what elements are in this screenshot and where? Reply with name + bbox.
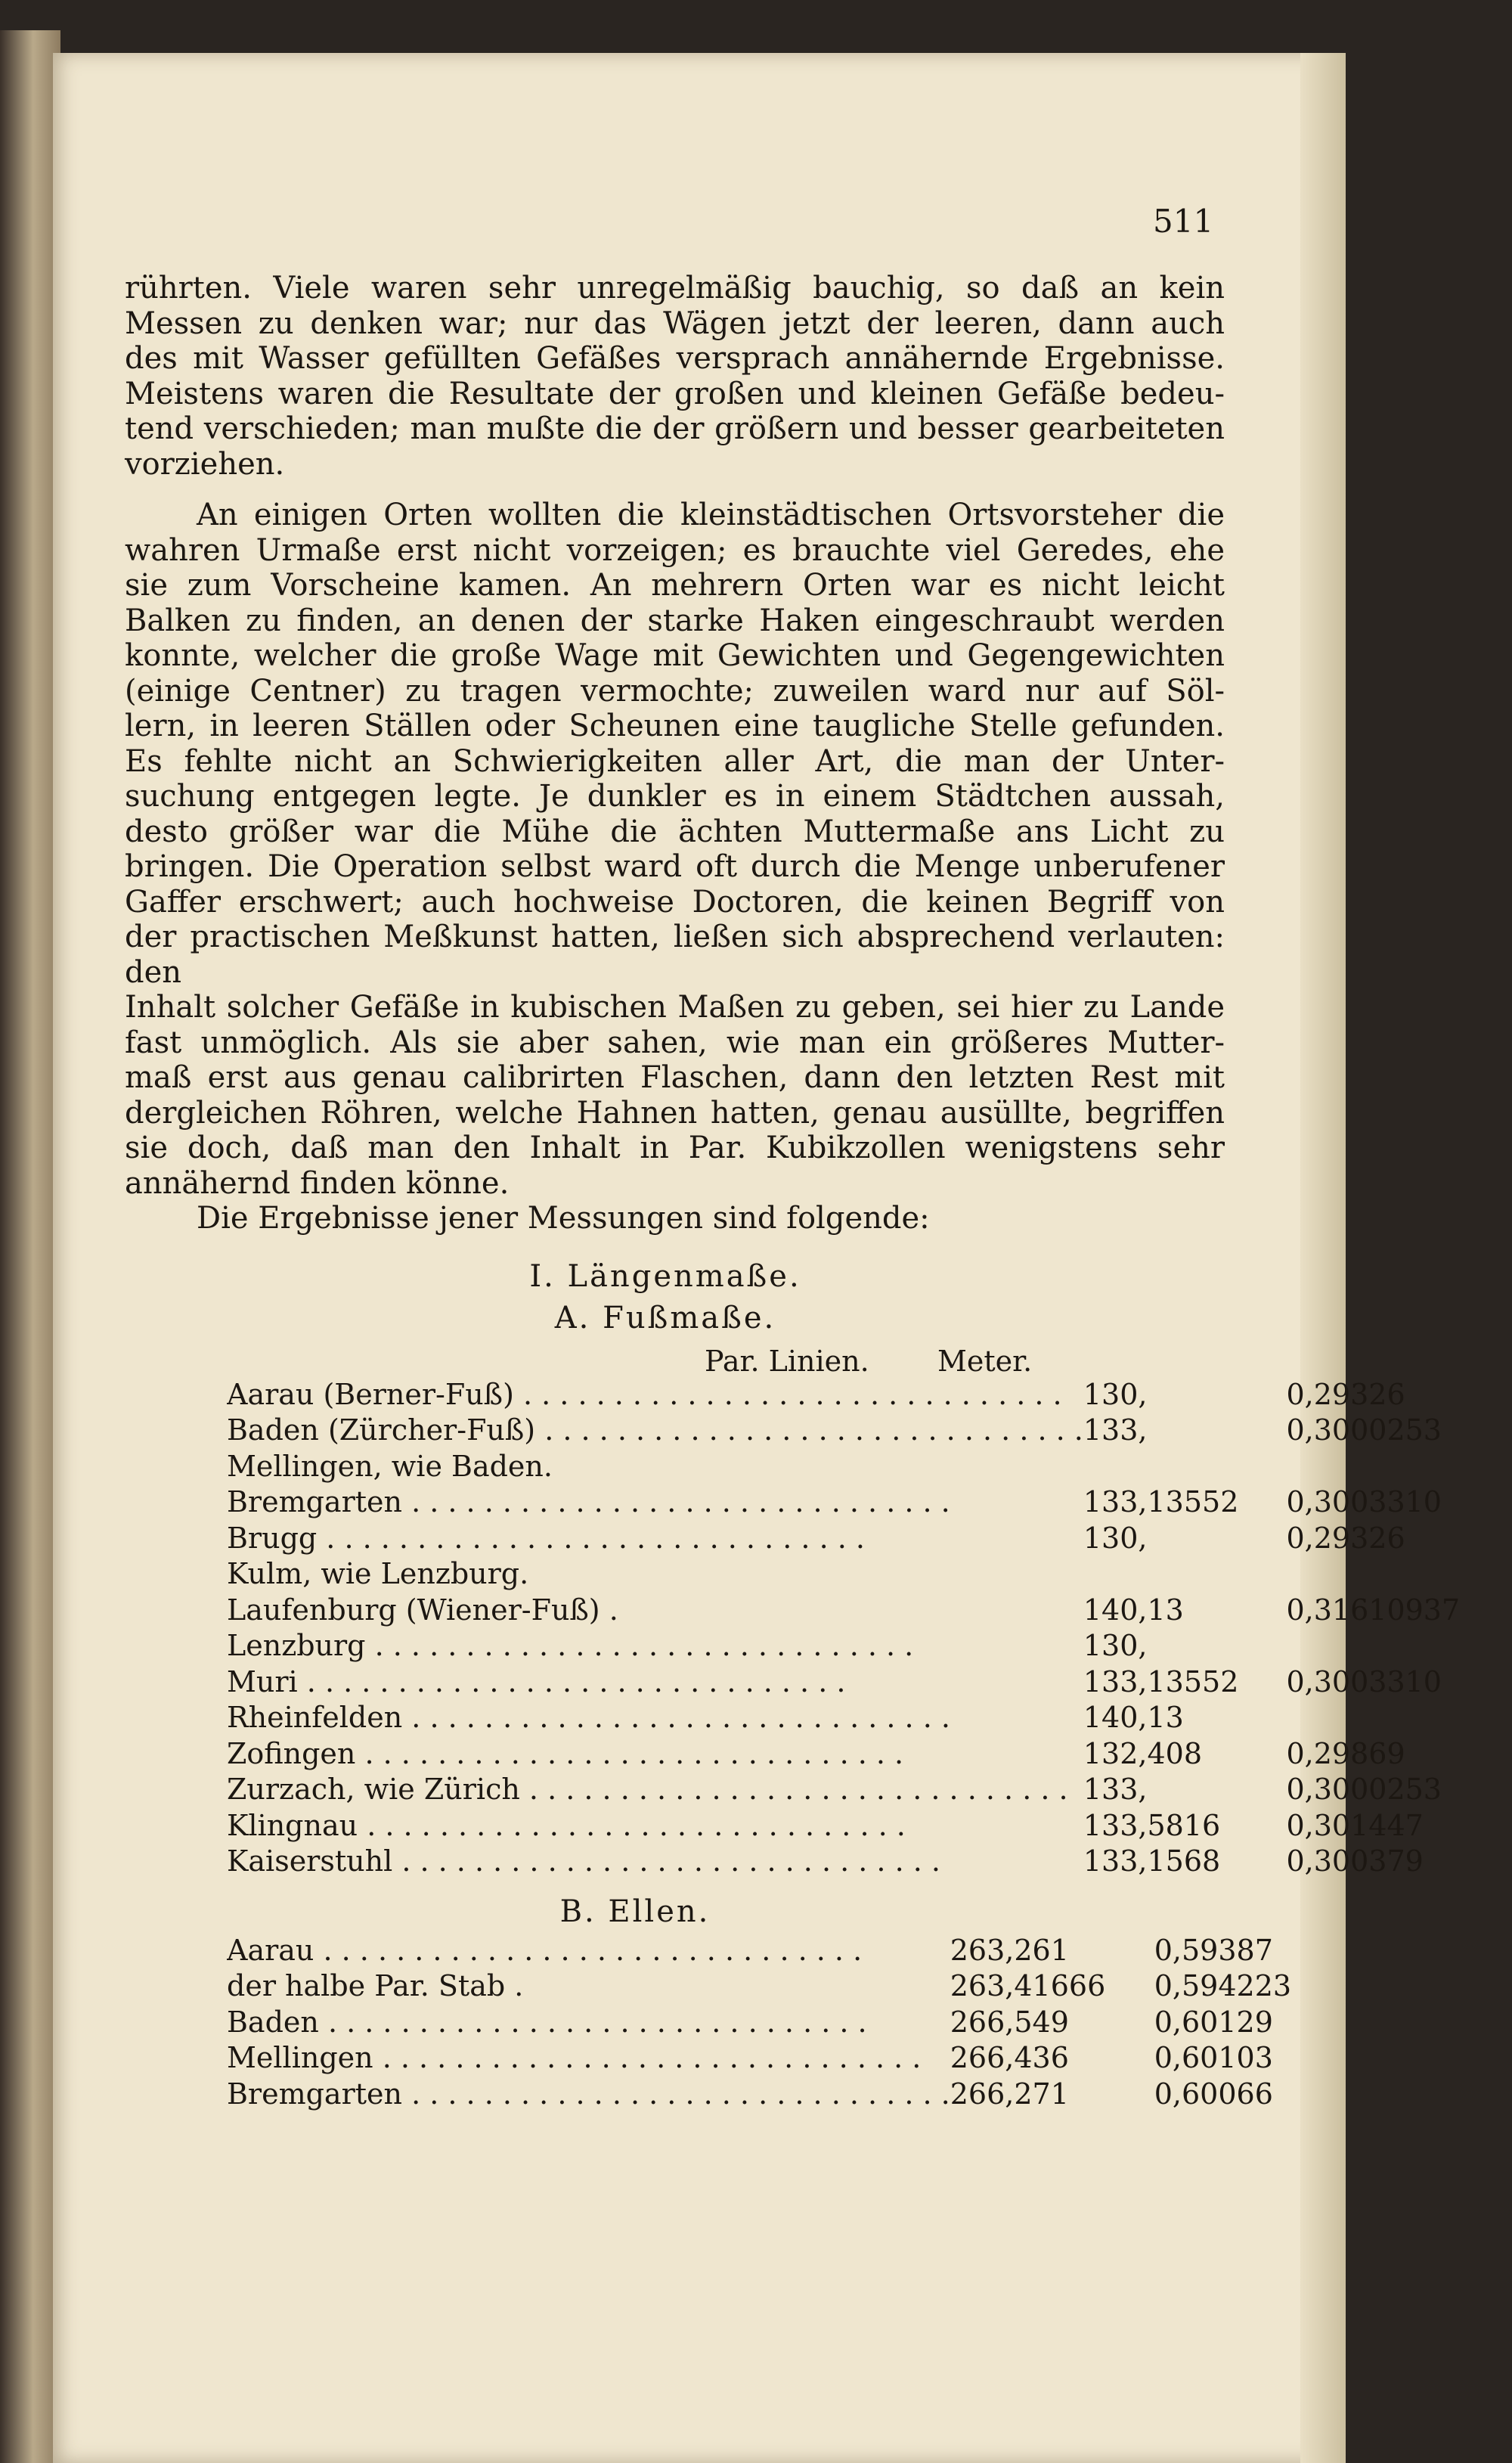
table-row bbox=[227, 1736, 1512, 1772]
place-label: Zurzach, wie Zürich bbox=[227, 1773, 520, 1807]
leader-dots bbox=[392, 1844, 940, 1878]
leader-dots bbox=[355, 1737, 903, 1770]
table-row bbox=[227, 1664, 1512, 1700]
value-par-linien: 133,13552 bbox=[1083, 1485, 1239, 1519]
table-row bbox=[227, 1932, 1381, 1968]
book-binding-edge bbox=[0, 30, 60, 2463]
value-meter: 0,3000253 bbox=[1286, 1413, 1442, 1447]
paragraph-3 bbox=[197, 1201, 1297, 1236]
place-label: Laufenburg (Wiener-Fuß) . bbox=[227, 1593, 618, 1627]
text-line: konnte, welcher die große Wage mit Gewichten und Gegengewichten bbox=[125, 638, 1225, 673]
subsection-heading-a: A. Fußmaße. bbox=[554, 1301, 776, 1335]
text-line: maß erst aus genau calibrirten Flaschen, dann den letzten Rest mit bbox=[125, 1060, 1225, 1095]
table-row bbox=[227, 1376, 1512, 1413]
value-meter: 0,3003310 bbox=[1286, 1664, 1442, 1698]
paragraph-2 bbox=[125, 498, 1225, 1201]
table-row bbox=[227, 2040, 1381, 2077]
place-label: Lenzburg bbox=[227, 1629, 366, 1663]
place-name bbox=[227, 1968, 950, 2005]
table-row bbox=[227, 1807, 1512, 1844]
place-label: Aarau bbox=[227, 1933, 314, 1967]
value-meter: 0,60129 bbox=[1154, 2005, 1273, 2039]
table-row bbox=[227, 2004, 1381, 2040]
subsection-heading-b: B. Ellen. bbox=[559, 1894, 711, 1929]
value-par-linien: 132,408 bbox=[1083, 1736, 1203, 1770]
value-meter: 0,29326 bbox=[1286, 1521, 1405, 1555]
table-row bbox=[227, 1484, 1512, 1521]
place-name bbox=[227, 1520, 1083, 1556]
value-meter: 0,301447 bbox=[1286, 1808, 1424, 1842]
value-meter: 0,594223 bbox=[1154, 1969, 1292, 2003]
text-line: desto größer war die Mühe die ächten Muttermaße ans Licht zu bbox=[125, 814, 1225, 849]
text-line: des mit Wasser gefüllten Gefäßes versprach annähernde Ergebnisse. bbox=[125, 341, 1225, 376]
value-par-linien: 133,1568 bbox=[1083, 1844, 1221, 1878]
value-par-linien bbox=[1083, 1448, 1287, 1484]
table-row bbox=[227, 1628, 1512, 1664]
value-meter: 0,29326 bbox=[1286, 1377, 1405, 1411]
text-line: Meistens waren die Resultate der großen und kleinen Gefäße bedeu- bbox=[125, 376, 1225, 411]
value-par-linien: 130, bbox=[1083, 1629, 1148, 1663]
place-name bbox=[227, 1932, 950, 1968]
place-name bbox=[227, 1700, 1083, 1736]
place-name bbox=[227, 1413, 1083, 1449]
paragraph-1 bbox=[125, 271, 1225, 482]
text-line: suchung entgegen legte. Je dunkler es in einem Städtchen aussah, bbox=[125, 779, 1225, 814]
leader-dots bbox=[514, 1378, 1062, 1411]
place-name bbox=[227, 1556, 1083, 1593]
text-line: An einigen Orten wollten die kleinstädtischen Ortsvorsteher die bbox=[197, 498, 1225, 532]
column-header-meter: Meter. bbox=[937, 1345, 1033, 1378]
leader-dots bbox=[402, 2077, 950, 2111]
place-name bbox=[227, 1592, 1083, 1628]
text-line: Balken zu finden, an denen der starke Haken eingeschraubt werden bbox=[125, 603, 1225, 638]
leader-dots bbox=[298, 1665, 846, 1698]
value-meter: 0,300379 bbox=[1286, 1844, 1424, 1878]
table-row bbox=[227, 1556, 1512, 1593]
place-label: Kulm, wie Lenzburg. bbox=[227, 1557, 529, 1591]
place-label: Kaiserstuhl bbox=[227, 1844, 393, 1878]
text-line: tend verschieden; man mußte die der größern und besser gearbeiteten bbox=[125, 411, 1225, 446]
text-line: lern, in leeren Ställen oder Scheunen eine taugliche Stelle gefunden. bbox=[125, 709, 1225, 743]
table-fussmasse bbox=[227, 1376, 1512, 1879]
place-label: Mellingen bbox=[227, 2041, 373, 2075]
text-line: Die Ergebnisse jener Messungen sind folgende: bbox=[197, 1201, 930, 1236]
value-par-linien: 130, bbox=[1083, 1521, 1148, 1555]
column-header-par-linien: Par. Linien. bbox=[705, 1345, 869, 1378]
text-line: Gaffer erschwert; auch hochweise Doctoren, die keinen Begriff von bbox=[125, 884, 1225, 920]
place-name bbox=[227, 1376, 1083, 1413]
value-par-linien: 130, bbox=[1083, 1377, 1148, 1411]
table-row bbox=[227, 1448, 1512, 1484]
table-row bbox=[227, 2076, 1381, 2112]
text-line: Es fehlte nicht an Schwierigkeiten aller Art, die man der Unter- bbox=[125, 743, 1225, 779]
value-par-linien: 133,13552 bbox=[1083, 1664, 1239, 1698]
place-name bbox=[227, 2076, 950, 2112]
value-meter: 0,59387 bbox=[1154, 1933, 1273, 1967]
leader-dots bbox=[319, 2005, 867, 2039]
page-number: 511 bbox=[1153, 203, 1214, 240]
table-row bbox=[227, 1520, 1512, 1556]
value-meter: 0,60066 bbox=[1154, 2077, 1273, 2111]
place-name bbox=[227, 2040, 950, 2077]
value-meter: 0,31610937 bbox=[1286, 1593, 1461, 1627]
leader-dots bbox=[366, 1629, 914, 1662]
value-meter bbox=[1286, 1556, 1512, 1593]
text-line: sie doch, daß man den Inhalt in Par. Kubikzollen wenigstens sehr bbox=[125, 1131, 1225, 1165]
place-name bbox=[227, 1664, 1083, 1700]
place-name bbox=[227, 1772, 1083, 1808]
place-name bbox=[227, 1844, 1083, 1880]
value-par-linien: 266,271 bbox=[950, 2077, 1069, 2111]
place-label: Rheinfelden bbox=[227, 1701, 403, 1735]
text-line: der practischen Meßkunst hatten, ließen sich absprechend verlauten: den bbox=[125, 920, 1225, 990]
value-par-linien: 133, bbox=[1083, 1773, 1148, 1807]
value-par-linien: 263,41666 bbox=[950, 1969, 1106, 2003]
table-ellen bbox=[227, 1932, 1381, 2112]
place-label: Bremgarten bbox=[227, 1485, 402, 1519]
value-meter bbox=[1286, 1448, 1512, 1484]
value-meter: 0,29869 bbox=[1286, 1736, 1405, 1770]
place-label: Klingnau bbox=[227, 1808, 358, 1842]
text-line: sie zum Vorscheine kamen. An mehrern Orten war es nicht leicht bbox=[125, 568, 1225, 603]
place-label: Aarau (Berner-Fuß) bbox=[227, 1377, 514, 1411]
value-par-linien bbox=[1083, 1556, 1287, 1593]
text-line: vorziehen. bbox=[125, 446, 285, 482]
place-name bbox=[227, 1807, 1083, 1844]
table-row bbox=[227, 1592, 1512, 1628]
text-line: rührten. Viele waren sehr unregelmäßig bauchig, so daß an kein bbox=[125, 271, 1225, 306]
leader-dots bbox=[520, 1773, 1068, 1806]
place-name bbox=[227, 1448, 1083, 1484]
value-par-linien: 266,549 bbox=[950, 2005, 1069, 2039]
place-label: Muri bbox=[227, 1664, 298, 1698]
table-row bbox=[227, 1844, 1512, 1880]
leader-dots bbox=[402, 1701, 950, 1734]
leader-dots bbox=[317, 1522, 865, 1555]
text-line: (einige Centner) zu tragen vermochte; zuweilen ward nur auf Söl- bbox=[125, 673, 1225, 709]
value-par-linien: 140,13 bbox=[1083, 1701, 1184, 1735]
place-label: Brugg bbox=[227, 1521, 318, 1555]
value-par-linien: 266,436 bbox=[950, 2041, 1069, 2075]
value-par-linien: 133, bbox=[1083, 1413, 1148, 1447]
text-line: bringen. Die Operation selbst ward oft durch die Menge unberufener bbox=[125, 849, 1225, 884]
place-name bbox=[227, 1484, 1083, 1521]
place-name bbox=[227, 1628, 1083, 1664]
text-line: Messen zu denken war; nur das Wägen jetzt der leeren, dann auch bbox=[125, 306, 1225, 341]
place-label: Mellingen, wie Baden. bbox=[227, 1449, 553, 1483]
place-label: Baden (Zürcher-Fuß) bbox=[227, 1413, 536, 1447]
table-row bbox=[227, 1772, 1512, 1808]
text-line: annähernd finden könne. bbox=[125, 1165, 510, 1201]
place-label: Baden bbox=[227, 2005, 319, 2039]
value-meter: 0,60103 bbox=[1154, 2041, 1273, 2075]
text-line: wahren Urmaße erst nicht vorzeigen; es brauchte viel Geredes, ehe bbox=[125, 532, 1225, 568]
place-name bbox=[227, 1736, 1083, 1772]
value-par-linien: 140,13 bbox=[1083, 1593, 1184, 1627]
place-label: der halbe Par. Stab . bbox=[227, 1969, 524, 2003]
place-label: Bremgarten bbox=[227, 2077, 402, 2111]
value-par-linien: 133,5816 bbox=[1083, 1808, 1221, 1842]
text-line: fast unmöglich. Als sie aber sahen, wie man ein größeres Mutter- bbox=[125, 1025, 1225, 1060]
leader-dots bbox=[358, 1809, 906, 1842]
table-row bbox=[227, 1413, 1512, 1449]
text-line: Inhalt solcher Gefäße in kubischen Maßen zu geben, sei hier zu Lande bbox=[125, 990, 1225, 1025]
leader-dots bbox=[535, 1413, 1083, 1447]
leader-dots bbox=[314, 1934, 862, 1967]
place-name bbox=[227, 2004, 950, 2040]
place-label: Zofingen bbox=[227, 1736, 356, 1770]
value-meter bbox=[1286, 1628, 1512, 1664]
table-row bbox=[227, 1700, 1512, 1736]
leader-dots bbox=[402, 1485, 950, 1518]
value-meter: 0,3003310 bbox=[1286, 1485, 1442, 1519]
value-meter bbox=[1286, 1700, 1512, 1736]
table-row bbox=[227, 1968, 1381, 2005]
section-heading: I. Längenmaße. bbox=[529, 1259, 801, 1294]
value-par-linien: 263,261 bbox=[950, 1933, 1069, 1967]
leader-dots bbox=[373, 2041, 922, 2074]
text-line: dergleichen Röhren, welche Hahnen hatten, genau ausüllte, begriffen bbox=[125, 1095, 1225, 1131]
value-meter: 0,3000253 bbox=[1286, 1773, 1442, 1807]
